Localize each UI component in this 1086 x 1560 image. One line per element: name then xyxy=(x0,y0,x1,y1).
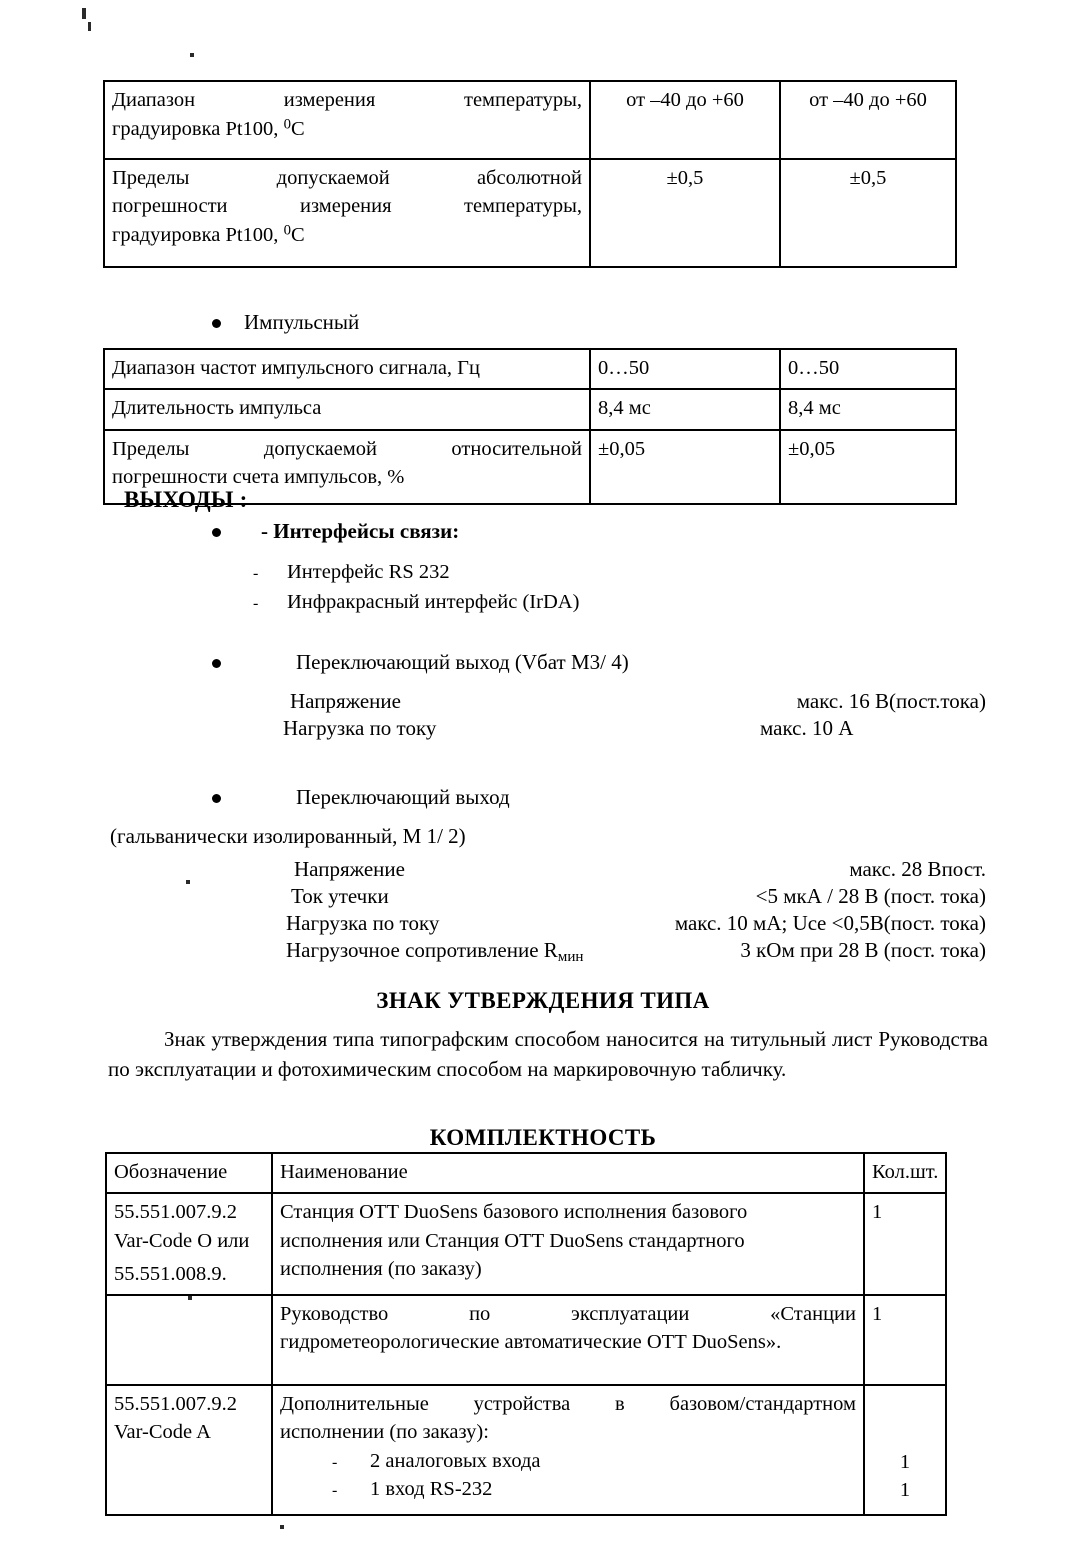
spec-value: <5 мкА / 28 В (пост. тока) xyxy=(755,884,986,908)
interface-item-label: Интерфейс RS 232 xyxy=(287,561,450,583)
table-row xyxy=(104,349,956,389)
designation-line: 55.551.008.9. xyxy=(114,1262,227,1285)
spec-row xyxy=(286,937,986,964)
spec-value: макс. 16 В(пост.тока) xyxy=(796,689,986,713)
column-header-name: Наименование xyxy=(272,1153,864,1193)
bullet-dot-icon xyxy=(212,528,221,537)
list-item xyxy=(253,588,579,618)
pulse-accuracy-value-col1: ±0,05 xyxy=(590,430,780,504)
switch-output-2-bullet xyxy=(212,785,510,810)
switch-output-1-bullet xyxy=(212,650,629,675)
name-line: Дополнительные устройства в базовом/стандартном xyxy=(280,1393,856,1416)
column-header-designation: Обозначение xyxy=(106,1153,272,1193)
scan-speckle xyxy=(186,880,190,884)
interface-item-label: Инфракрасный интерфейс (IrDA) xyxy=(287,590,580,613)
table-row xyxy=(104,81,956,159)
sub-item-qty: 1 xyxy=(899,1479,911,1502)
row-designation xyxy=(106,1295,272,1385)
table-row xyxy=(106,1193,946,1295)
temperature-specs-table xyxy=(103,80,957,268)
row-designation xyxy=(106,1193,272,1295)
row-qty: 1 xyxy=(864,1295,946,1385)
designation-line: 55.551.007.9.2 xyxy=(114,1393,237,1416)
temp-accuracy-line2: погрешности измерения температуры, xyxy=(112,195,582,218)
pulse-specs-table xyxy=(103,348,957,505)
pulse-accuracy-line2: погрешности счета импульсов, % xyxy=(112,465,405,488)
spec-label: Нагрузка по току xyxy=(283,716,437,740)
spec-label: Нагрузка по току xyxy=(286,911,440,935)
scan-speckle xyxy=(88,22,91,31)
spec-row xyxy=(286,883,986,910)
pulse-accuracy-value-col2: ±0,05 xyxy=(780,430,956,504)
list-item xyxy=(253,558,579,588)
sub-list-item xyxy=(332,1475,856,1503)
sub-item-label: 2 аналоговых входа xyxy=(370,1449,541,1472)
completeness-heading: КОМПЛЕКТНОСТЬ xyxy=(429,1125,657,1150)
spec-label: Напряжение xyxy=(290,689,401,713)
completeness-table xyxy=(105,1152,947,1516)
spec-label: Напряжение xyxy=(294,857,405,881)
temp-range-value-col2: от –40 до +60 xyxy=(780,81,956,159)
switch-output-1-label: Переключающий выход (Vбат М3/ 4) xyxy=(296,650,629,674)
row-name xyxy=(272,1295,864,1385)
designation-line: Var-Code A xyxy=(114,1421,211,1444)
interfaces-bullet-item xyxy=(212,519,459,544)
scan-speckle xyxy=(82,8,86,19)
pulse-bullet-item xyxy=(212,310,359,335)
outputs-heading: ВЫХОДЫ : xyxy=(124,487,248,512)
pulse-duration-value-col2: 8,4 мс xyxy=(780,389,956,429)
pulse-bullet-label: Импульсный xyxy=(244,310,360,334)
table-row xyxy=(106,1385,946,1515)
name-line: Станция OTT DuoSens базового исполнения базового xyxy=(280,1201,748,1224)
designation-line: 55.551.007.9.2 xyxy=(114,1201,237,1224)
interface-list xyxy=(253,558,579,617)
dash-icon: - xyxy=(253,594,259,612)
scan-speckle xyxy=(280,1525,284,1529)
switch-output-1-specs xyxy=(283,688,986,742)
spec-row xyxy=(283,715,986,742)
temp-range-line2: градуировка Pt100, $^0$С xyxy=(112,116,305,140)
temp-range-param xyxy=(104,81,590,159)
pulse-duration-value-col1: 8,4 мс xyxy=(590,389,780,429)
designation-line: Var-Code O или xyxy=(114,1229,250,1252)
interfaces-bullet-label: - Интерфейсы связи: xyxy=(261,519,460,543)
bullet-dot-icon xyxy=(212,659,221,668)
bullet-dot-icon xyxy=(212,319,221,328)
dash-icon: - xyxy=(253,565,259,582)
spec-value: макс. 10 А xyxy=(760,716,854,740)
degree-marker: 0 xyxy=(283,222,291,239)
row-name xyxy=(272,1193,864,1295)
spec-row xyxy=(290,688,986,715)
pulse-freq-param: Диапазон частот импульсного сигнала, Гц xyxy=(104,349,590,389)
table-row xyxy=(106,1295,946,1385)
qty-spacer xyxy=(872,1390,938,1448)
spec-value: 3 кОм при 28 В (пост. тока) xyxy=(740,938,986,962)
name-line: исполнении (по заказу): xyxy=(280,1421,489,1444)
table-row xyxy=(104,159,956,267)
approval-paragraph: Знак утверждения типа типографским способом наносится на титульный лист Руководства по эксплуатации и фотохимическим способом на маркировочную табличку. xyxy=(108,1027,988,1081)
switch-output-2-specs xyxy=(286,856,986,964)
bullet-dot-icon xyxy=(212,794,221,803)
temp-accuracy-line1: Пределы допускаемой абсолютной xyxy=(112,167,582,189)
name-line: Руководство по эксплуатации «Станции xyxy=(280,1303,856,1326)
table-header-row xyxy=(106,1153,946,1193)
temp-accuracy-value-col1: ±0,5 xyxy=(590,159,780,267)
row-qty: 1 xyxy=(864,1193,946,1295)
name-line: исполнения или Станция ОТТ DuoSens стандартного xyxy=(280,1229,745,1252)
column-header-qty: Кол.шт. xyxy=(864,1153,946,1193)
pulse-duration-param: Длительность импульса xyxy=(104,389,590,429)
scan-speckle xyxy=(190,53,194,57)
spec-value: макс. 28 Впост. xyxy=(849,857,986,881)
spec-row xyxy=(286,910,986,937)
sub-item-label: 1 вход RS-232 xyxy=(370,1477,493,1500)
row-designation xyxy=(106,1385,272,1515)
sub-list-item xyxy=(332,1447,856,1475)
switch-output-2-subtitle: (гальванически изолированный, М 1/ 2) xyxy=(110,824,466,848)
degree-marker: 0 xyxy=(283,116,291,133)
switch-output-2-label: Переключающий выход xyxy=(296,785,510,809)
temp-accuracy-line3: градуировка Pt100, $^0$С xyxy=(112,222,305,247)
sub-item-qty: 1 xyxy=(899,1451,911,1474)
spec-label: Нагрузочное сопротивление $R_{мин}$ xyxy=(286,938,584,965)
spec-value: макс. 10 мА; Uce <0,5В(пост. тока) xyxy=(674,911,986,935)
dash-icon: - xyxy=(332,1481,338,1499)
temp-accuracy-value-col2: ±0,5 xyxy=(780,159,956,267)
table-row xyxy=(104,389,956,429)
temp-range-value-col1: от –40 до +60 xyxy=(590,81,780,159)
spec-row xyxy=(286,856,986,883)
row-name xyxy=(272,1385,864,1515)
name-line: исполнения (по заказу) xyxy=(280,1257,482,1280)
name-line: гидрометеорологические автоматические ОТТ DuoSens». xyxy=(280,1331,782,1354)
temp-accuracy-param xyxy=(104,159,590,267)
temp-range-line1: Диапазон измерения температуры, xyxy=(112,89,582,111)
pulse-freq-value-col2: 0…50 xyxy=(780,349,956,389)
dash-icon: - xyxy=(332,1453,338,1471)
approval-heading: ЗНАК УТВЕРЖДЕНИЯ ТИПА xyxy=(376,988,710,1013)
resistance-subscript: мин xyxy=(557,948,584,965)
pulse-accuracy-line1: Пределы допускаемой относительной xyxy=(112,437,582,460)
spec-label: Ток утечки xyxy=(291,884,389,908)
pulse-freq-value-col1: 0…50 xyxy=(590,349,780,389)
row-qty xyxy=(864,1385,946,1515)
